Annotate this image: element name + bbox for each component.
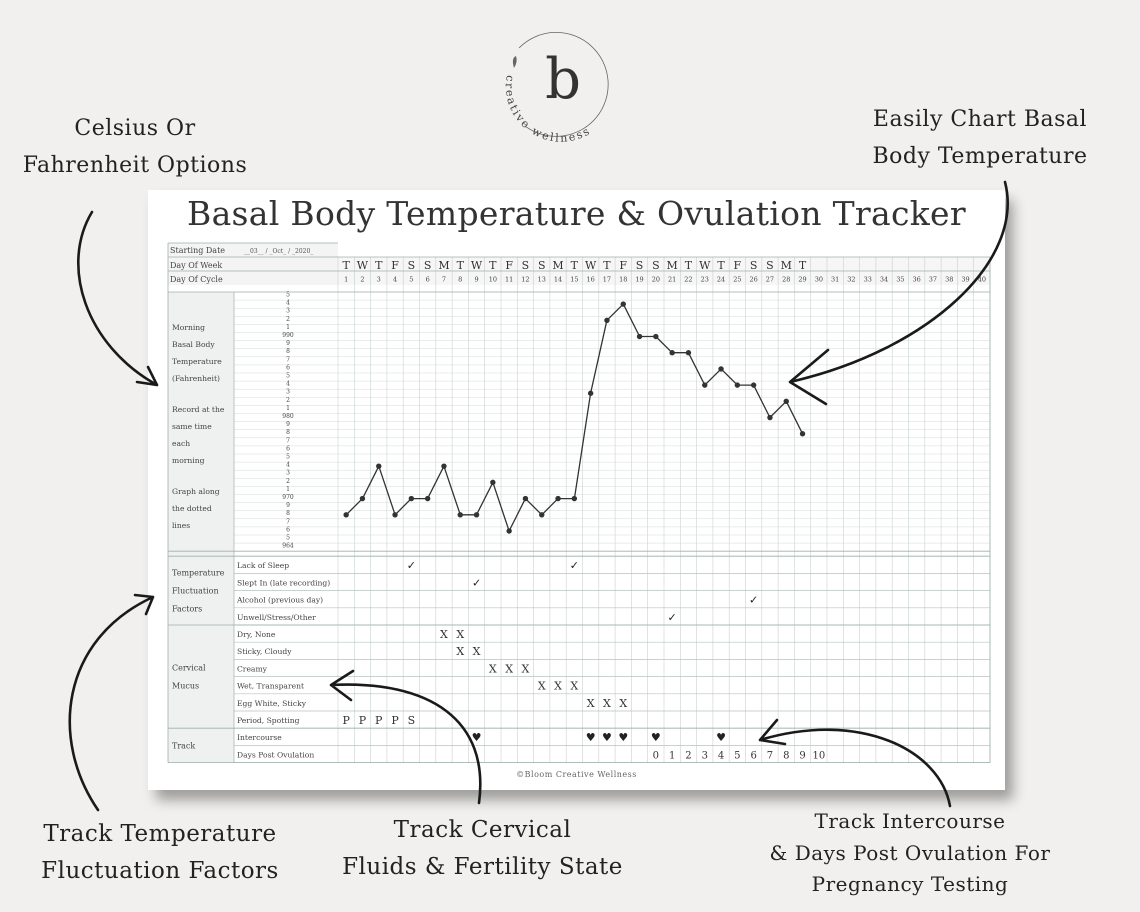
- temperature-point: [360, 496, 365, 501]
- cycle-day-number: 16: [586, 275, 595, 284]
- cycle-day-number: 10: [488, 275, 497, 284]
- mucus-x-mark: X: [570, 679, 579, 693]
- temperature-point: [474, 512, 479, 517]
- temperature-point: [702, 382, 707, 387]
- temp-scale-label: 2: [286, 396, 290, 404]
- temperature-point: [669, 350, 674, 355]
- weekday-label: F: [619, 259, 628, 272]
- callout-fluctuation: Track Temperature Fluctuation Factors: [41, 821, 279, 884]
- mucus-x-mark: X: [537, 679, 546, 693]
- starting-date-value: __03__ / _Oct_ / _2020_: [244, 248, 314, 255]
- period-mark: P: [391, 714, 399, 727]
- mucus-x-mark: X: [521, 662, 530, 676]
- check-mark: ✓: [667, 610, 677, 624]
- temperature-point: [572, 496, 577, 501]
- check-mark: ✓: [406, 559, 416, 573]
- period-mark: P: [375, 714, 383, 727]
- starting-date-label: Starting Date: [170, 246, 226, 255]
- cycle-day-number: 9: [474, 275, 479, 284]
- cycle-day-number: 30: [814, 275, 823, 284]
- mucus-row-label: Creamy: [237, 664, 267, 674]
- mucus-row-label: Period, Spotting: [237, 716, 300, 725]
- weekday-label: F: [733, 259, 742, 272]
- cycle-day-number: 26: [749, 275, 758, 284]
- temperature-point: [735, 382, 740, 387]
- weekday-label: W: [699, 259, 711, 272]
- cycle-day-number: 12: [521, 275, 530, 284]
- mucus-x-mark: X: [456, 645, 465, 659]
- temperature-point: [686, 350, 691, 355]
- mucus-x-mark: X: [505, 662, 514, 676]
- dpo-number: 5: [734, 750, 741, 762]
- dpo-number: 8: [783, 750, 790, 762]
- temp-scale-label: 5: [286, 372, 290, 380]
- weekday-label: T: [717, 259, 725, 272]
- tracker-sheet: [148, 190, 1005, 790]
- mucus-x-mark: X: [456, 628, 465, 641]
- mucus-row-label: Dry, None: [237, 630, 276, 639]
- temperature-point: [376, 463, 381, 468]
- temp-scale-label: 9: [286, 421, 290, 429]
- weekday-label: S: [766, 259, 774, 272]
- weekday-label: M: [780, 259, 792, 272]
- dpo-number: 9: [799, 750, 806, 762]
- temp-scale-label: 8: [286, 510, 290, 518]
- temp-instruction-text: Record at the: [172, 405, 225, 414]
- weekday-label: S: [635, 259, 644, 272]
- cycle-day-number: 21: [668, 275, 677, 284]
- weekday-label: S: [652, 259, 660, 272]
- temperature-point: [441, 463, 446, 468]
- temp-instruction-text: Basal Body: [172, 340, 215, 349]
- cycle-day-number: 23: [700, 275, 709, 284]
- weekday-label: S: [423, 259, 432, 272]
- cycle-day-number: 29: [798, 275, 807, 284]
- temperature-point: [767, 415, 772, 420]
- cycle-day-number: 4: [392, 275, 398, 284]
- dpo-number: 6: [750, 750, 757, 762]
- check-mark: ✓: [471, 576, 482, 590]
- dpo-number: 7: [766, 750, 774, 762]
- temp-instruction-text: lines: [172, 521, 191, 530]
- brand-logo: [497, 20, 627, 150]
- temp-instruction-text: Graph along: [172, 487, 220, 496]
- temp-scale-label: 1: [286, 485, 290, 493]
- period-mark: P: [342, 714, 350, 727]
- logo-ring-text: creative wellness: [502, 74, 594, 145]
- temperature-point: [718, 366, 723, 371]
- cycle-day-number: 11: [505, 275, 514, 284]
- mucus-x-mark: X: [488, 662, 497, 676]
- callout-chart: Easily Chart Basal Body Temperature: [872, 107, 1088, 169]
- dpo-number: 3: [701, 750, 708, 762]
- temperature-point: [637, 334, 642, 339]
- cycle-day-number: 18: [619, 275, 628, 284]
- cycle-day-number: 37: [928, 275, 938, 284]
- cycle-day-number: 2: [360, 275, 365, 284]
- temperature-point: [621, 301, 626, 306]
- mucus-x-mark: X: [586, 696, 595, 710]
- cycle-day-number: 34: [879, 275, 889, 284]
- temp-instruction-text: (Fahrenheit): [172, 374, 220, 383]
- cycle-day-number: 22: [684, 275, 693, 284]
- cycle-day-number: 13: [537, 275, 546, 284]
- temp-scale-label: 970: [282, 494, 294, 501]
- fluctuation-section-label: Temperature: [172, 568, 225, 578]
- temperature-point: [409, 496, 414, 501]
- temp-scale-label: 2: [286, 315, 290, 323]
- weekday-label: T: [684, 259, 693, 272]
- temperature-point: [604, 318, 609, 323]
- fluctuation-section-label: Factors: [172, 604, 203, 614]
- temp-scale-label: 4: [286, 380, 290, 388]
- cycle-day-number: 15: [570, 275, 579, 284]
- mucus-section-label: Cervical: [172, 663, 206, 673]
- cycle-day-number: 33: [863, 275, 872, 284]
- temp-scale-label: 8: [286, 348, 290, 356]
- temperature-point: [425, 496, 430, 501]
- weekday-label: M: [666, 259, 678, 272]
- weekday-label: T: [342, 259, 350, 272]
- temperature-point: [506, 528, 511, 533]
- day-of-week-label: Day Of Week: [170, 261, 223, 270]
- dpo-number: 2: [685, 750, 692, 762]
- weekday-label: T: [375, 259, 383, 272]
- cycle-day-number: 38: [945, 275, 954, 284]
- period-mark: S: [407, 714, 416, 727]
- cycle-day-number: 20: [651, 275, 660, 284]
- cycle-day-number: 40: [977, 275, 986, 284]
- weekday-label: S: [749, 259, 758, 272]
- weekday-label: S: [407, 259, 416, 272]
- fluctuation-section-label: Fluctuation: [172, 586, 219, 596]
- temp-instruction-text: the dotted: [172, 504, 212, 513]
- cycle-day-number: 25: [733, 275, 742, 284]
- logo-letter: b: [545, 47, 581, 112]
- mucus-x-mark: X: [619, 696, 628, 710]
- fluctuation-row-label: Alcohol (previous day): [237, 595, 324, 605]
- temp-scale-label: 6: [286, 364, 290, 372]
- fluctuation-row-label: Slept In (late recording): [237, 578, 331, 588]
- temp-instruction-text: Morning: [172, 323, 206, 332]
- arrow-units: [78, 212, 157, 385]
- temp-scale-label: 980: [282, 413, 294, 420]
- cycle-day-number: 5: [409, 275, 414, 284]
- cycle-day-number: 1: [344, 275, 349, 284]
- mucus-x-mark: X: [472, 645, 481, 659]
- weekday-label: W: [470, 259, 483, 272]
- temp-scale-label: 7: [286, 437, 290, 445]
- period-mark: P: [358, 714, 367, 727]
- cycle-day-number: 32: [847, 275, 856, 284]
- cycle-day-number: 14: [553, 275, 563, 284]
- track-section-label: Track: [172, 741, 196, 751]
- cycle-day-number: 6: [425, 275, 430, 284]
- temp-scale-label: 5: [286, 453, 290, 461]
- temp-scale-label: 7: [286, 518, 290, 526]
- temp-scale-label: 4: [286, 299, 290, 307]
- check-mark: ✓: [749, 593, 759, 607]
- sheet-footer: ©Bloom Creative Wellness: [516, 770, 637, 779]
- heart-icon: ♥: [585, 731, 596, 745]
- cycle-day-number: 7: [441, 275, 447, 284]
- mucus-x-mark: X: [603, 696, 611, 710]
- temperature-point: [539, 512, 544, 517]
- check-mark: ✓: [569, 559, 579, 573]
- cycle-day-number: 8: [458, 275, 463, 284]
- temp-scale-label: 7: [286, 356, 290, 364]
- mucus-x-mark: X: [440, 628, 448, 641]
- cycle-day-number: 3: [376, 275, 381, 284]
- cycle-day-number: 35: [896, 275, 905, 284]
- weekday-label: T: [798, 259, 807, 272]
- leaf-icon: [513, 56, 517, 68]
- temp-instruction-text: same time: [172, 422, 212, 431]
- temp-instruction-text: each: [172, 439, 191, 448]
- dpo-number: 1: [668, 750, 676, 762]
- temp-scale-label: 990: [282, 332, 294, 339]
- sheet-title: Basal Body Temperature & Ovulation Tracker: [187, 194, 966, 233]
- weekday-label: F: [391, 259, 399, 272]
- weekday-label: T: [456, 259, 464, 272]
- weekday-label: W: [584, 259, 597, 272]
- temp-scale-label: 5: [286, 291, 290, 299]
- temp-scale-label: 9: [286, 340, 290, 348]
- heart-icon: ♥: [716, 731, 726, 745]
- temperature-point: [490, 480, 495, 485]
- cycle-day-number: 24: [716, 275, 726, 284]
- temp-scale-label: 964: [282, 542, 294, 550]
- mucus-row-label: Egg White, Sticky: [237, 698, 307, 708]
- weekday-label: T: [603, 259, 611, 272]
- temp-scale-label: 3: [286, 307, 290, 315]
- tracker-grid: [148, 190, 1005, 790]
- cycle-day-number: 31: [831, 275, 840, 284]
- dpo-number: 10: [812, 750, 826, 762]
- callout-units: Celsius Or Fahrenheit Options: [22, 116, 248, 178]
- heart-icon: ♥: [618, 731, 629, 745]
- fluctuation-row-label: Unwell/Stress/Other: [237, 612, 316, 622]
- temp-scale-label: 3: [286, 469, 290, 477]
- heart-icon: ♥: [650, 731, 661, 745]
- temp-instruction-text: Temperature: [172, 357, 222, 366]
- temp-scale-label: 1: [286, 323, 290, 331]
- temp-scale-label: 2: [286, 477, 290, 485]
- weekday-label: M: [438, 259, 450, 272]
- weekday-label: T: [570, 259, 579, 272]
- temperature-point: [343, 512, 348, 517]
- callout-intercourse: Track Intercourse & Days Post Ovulation For Pregnancy Testing: [769, 809, 1051, 896]
- mucus-row-label: Wet, Transparent: [237, 681, 305, 691]
- cycle-day-number: 27: [765, 275, 775, 284]
- temperature-point: [555, 496, 560, 501]
- temp-scale-label: 6: [286, 445, 290, 453]
- temperature-point: [523, 496, 528, 501]
- temperature-point: [800, 431, 805, 436]
- temperature-point: [653, 334, 658, 339]
- cycle-day-number: 36: [912, 275, 921, 284]
- temperature-point: [588, 391, 593, 396]
- cycle-day-number: 17: [602, 275, 612, 284]
- fluctuation-row-label: Lack of Sleep: [237, 561, 290, 571]
- mucus-x-mark: X: [554, 679, 562, 693]
- temp-scale-label: 5: [286, 534, 290, 542]
- weekday-label: S: [537, 259, 546, 272]
- heart-icon: ♥: [471, 731, 482, 745]
- temp-scale-label: 4: [286, 461, 290, 469]
- temp-scale-label: 3: [286, 388, 290, 396]
- temp-scale-label: 6: [286, 526, 290, 534]
- mucus-row-label: Sticky, Cloudy: [237, 647, 292, 657]
- cycle-day-number: 19: [635, 275, 644, 284]
- dpo-number: 0: [652, 750, 660, 762]
- track-row-label: Intercourse: [237, 733, 282, 743]
- temperature-point: [751, 382, 756, 387]
- arrow-fluctuation: [70, 595, 153, 810]
- temperature-point: [458, 512, 463, 517]
- track-row-label: Days Post Ovulation: [237, 750, 315, 760]
- callout-cervical: Track Cervical Fluids & Fertility State: [342, 817, 623, 880]
- weekday-label: F: [505, 259, 513, 272]
- day-of-cycle-label: Day Of Cycle: [170, 275, 223, 284]
- heart-icon: ♥: [602, 731, 612, 745]
- weekday-label: M: [552, 259, 564, 272]
- temperature-point: [392, 512, 397, 517]
- temp-scale-label: 8: [286, 429, 290, 437]
- weekday-label: S: [521, 259, 530, 272]
- temp-scale-label: 1: [286, 404, 290, 412]
- weekday-label: T: [489, 259, 497, 272]
- cycle-day-number: 28: [782, 275, 791, 284]
- temp-instruction-text: morning: [172, 456, 205, 465]
- mucus-section-label: Mucus: [172, 681, 200, 691]
- cycle-day-number: 39: [961, 275, 970, 284]
- weekday-label: W: [356, 259, 369, 272]
- temp-scale-label: 9: [286, 502, 290, 510]
- dpo-number: 4: [717, 750, 725, 762]
- temperature-point: [784, 399, 789, 404]
